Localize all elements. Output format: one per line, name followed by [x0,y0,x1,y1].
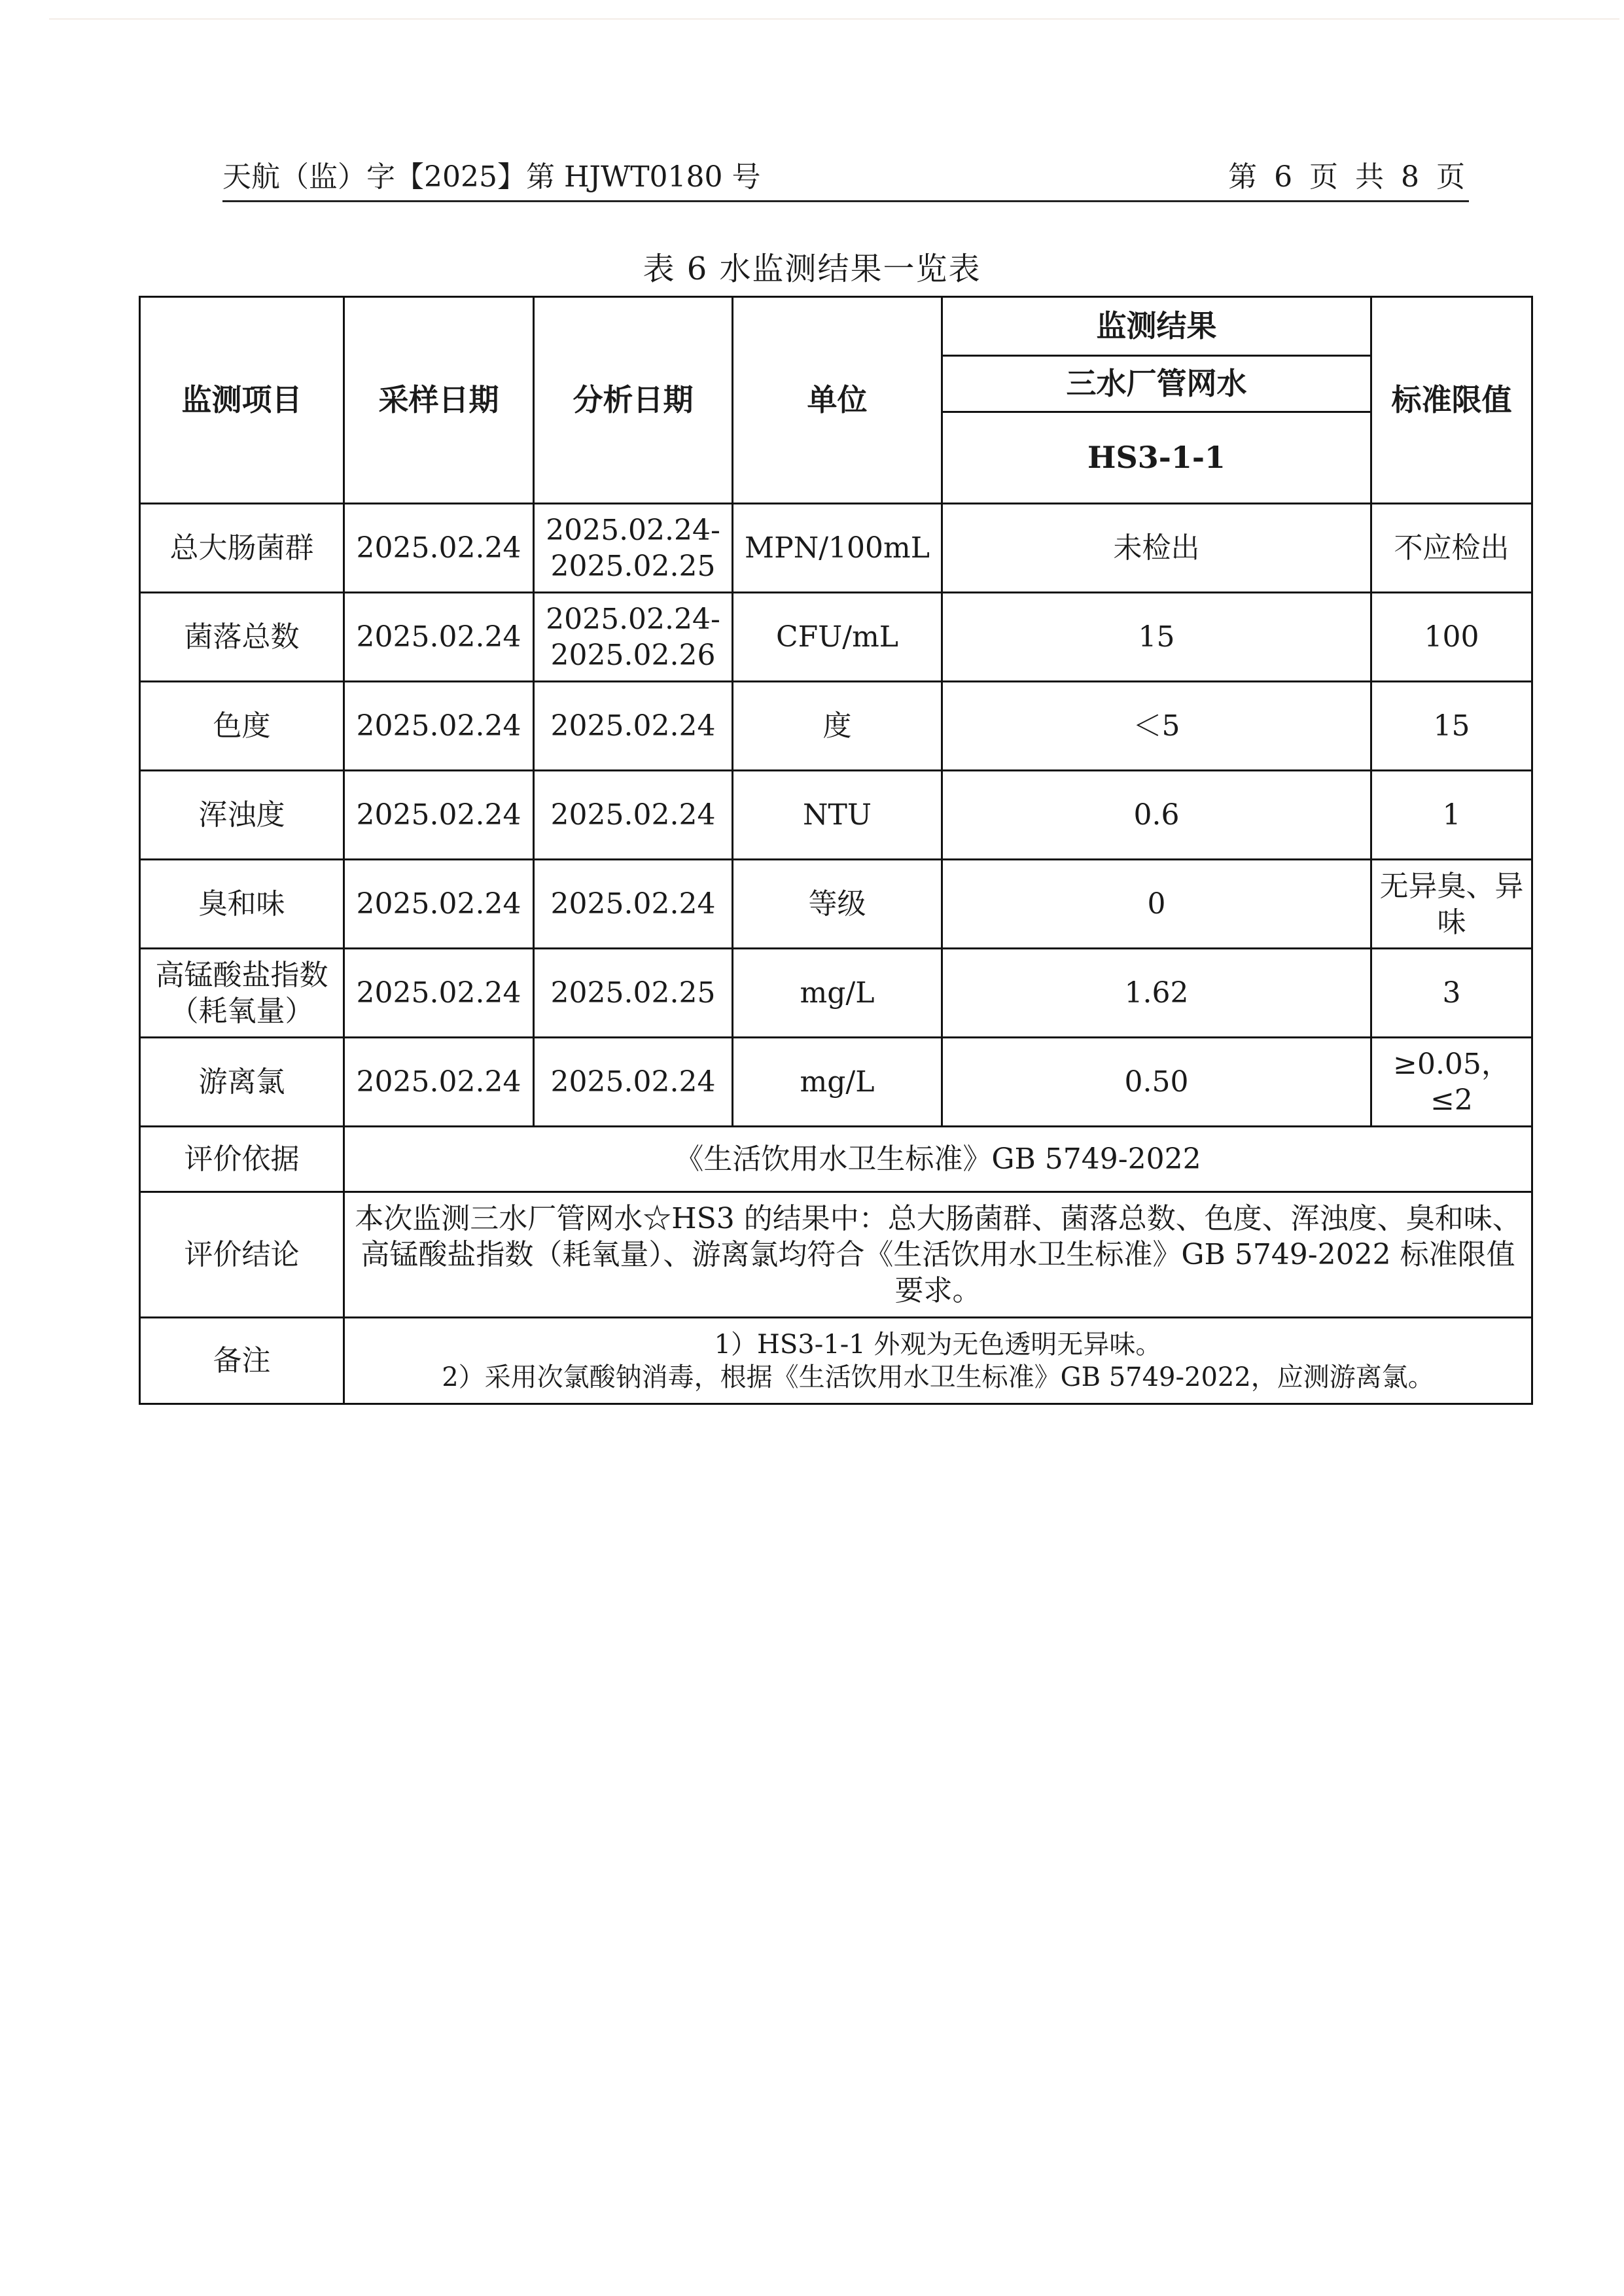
header-monitoring-item: 监测项目 [140,297,344,504]
header-monitoring-result: 监测结果 [942,297,1371,356]
cell-analysis-date: 2025.02.25 [534,949,733,1038]
header-analysis-date: 分析日期 [534,297,733,504]
evaluation-conclusion-label: 评价结论 [140,1192,344,1318]
table-row [140,682,1532,771]
cell-item: 浑浊度 [140,771,344,860]
notes-row [140,1318,1532,1404]
page-top-edge [49,18,1619,20]
cell-item: 高锰酸盐指数（耗氧量） [140,949,344,1038]
table-row [140,593,1532,682]
cell-sampling-date: 2025.02.24 [344,504,534,593]
cell-sampling-date: 2025.02.24 [344,1038,534,1127]
water-monitoring-results-table [139,296,1533,1405]
cell-limit: 1 [1371,771,1532,860]
cell-unit: mg/L [733,1038,942,1127]
cell-result: 1.62 [942,949,1371,1038]
cell-result: 15 [942,593,1371,682]
cell-result: 0 [942,860,1371,949]
header-sampling-location: 三水厂管网水 [942,356,1371,412]
cell-unit: NTU [733,771,942,860]
cell-result: ＜5 [942,682,1371,771]
cell-limit: 15 [1371,682,1532,771]
cell-analysis-date: 2025.02.24-2025.02.26 [534,593,733,682]
cell-unit: mg/L [733,949,942,1038]
cell-sampling-date: 2025.02.24 [344,593,534,682]
table-row [140,860,1532,949]
note-1: 1）HS3-1-1 外观为无色透明无异味。 [714,1329,1162,1360]
cell-unit: CFU/mL [733,593,942,682]
cell-unit: 度 [733,682,942,771]
evaluation-conclusion-row [140,1192,1532,1318]
cell-item: 菌落总数 [140,593,344,682]
cell-analysis-date: 2025.02.24 [534,682,733,771]
notes-text [344,1318,1532,1404]
cell-item: 游离氯 [140,1038,344,1127]
evaluation-basis-label: 评价依据 [140,1127,344,1192]
cell-limit: 无异臭、异味 [1371,860,1532,949]
cell-unit: MPN/100mL [733,504,942,593]
cell-limit: 3 [1371,949,1532,1038]
cell-result: 未检出 [942,504,1371,593]
cell-sampling-date: 2025.02.24 [344,771,534,860]
page-header [222,154,1469,202]
table-row [140,504,1532,593]
cell-analysis-date: 2025.02.24-2025.02.25 [534,504,733,593]
note-2: 2）采用次氯酸钠消毒，根据《生活饮用水卫生标准》GB 5749-2022，应测游离氯。 [442,1362,1434,1392]
evaluation-conclusion-text: 本次监测三水厂管网水☆HS3 的结果中：总大肠菌群、菌落总数、色度、浑浊度、臭和味、高锰酸盐指数（耗氧量）、游离氯均符合《生活饮用水卫生标准》GB 5749-2022 标准限值要求。 [344,1192,1532,1318]
cell-limit: 100 [1371,593,1532,682]
cell-sampling-date: 2025.02.24 [344,949,534,1038]
notes-label: 备注 [140,1318,344,1404]
cell-limit: 不应检出 [1371,504,1532,593]
document-number: 天航（监）字【2025】第 HJWT0180 号 [222,160,761,194]
table-caption: 表 6 水监测结果一览表 [643,251,981,287]
cell-analysis-date: 2025.02.24 [534,860,733,949]
table-row [140,949,1532,1038]
table-row [140,771,1532,860]
cell-result: 0.6 [942,771,1371,860]
cell-result: 0.50 [942,1038,1371,1127]
cell-item: 臭和味 [140,860,344,949]
evaluation-basis-row [140,1127,1532,1192]
cell-limit: ≥0.05，≤2 [1371,1038,1532,1127]
cell-sampling-date: 2025.02.24 [344,682,534,771]
header-sample-id: HS3-1-1 [942,412,1371,504]
cell-sampling-date: 2025.02.24 [344,860,534,949]
header-unit: 单位 [733,297,942,504]
cell-item: 色度 [140,682,344,771]
header-sampling-date: 采样日期 [344,297,534,504]
cell-analysis-date: 2025.02.24 [534,1038,733,1127]
cell-unit: 等级 [733,860,942,949]
cell-item: 总大肠菌群 [140,504,344,593]
evaluation-basis-text: 《生活饮用水卫生标准》GB 5749-2022 [344,1127,1532,1192]
cell-analysis-date: 2025.02.24 [534,771,733,860]
header-standard-limit: 标准限值 [1371,297,1532,504]
page-number: 第 6 页 共 8 页 [1228,160,1469,194]
table-row [140,1038,1532,1127]
